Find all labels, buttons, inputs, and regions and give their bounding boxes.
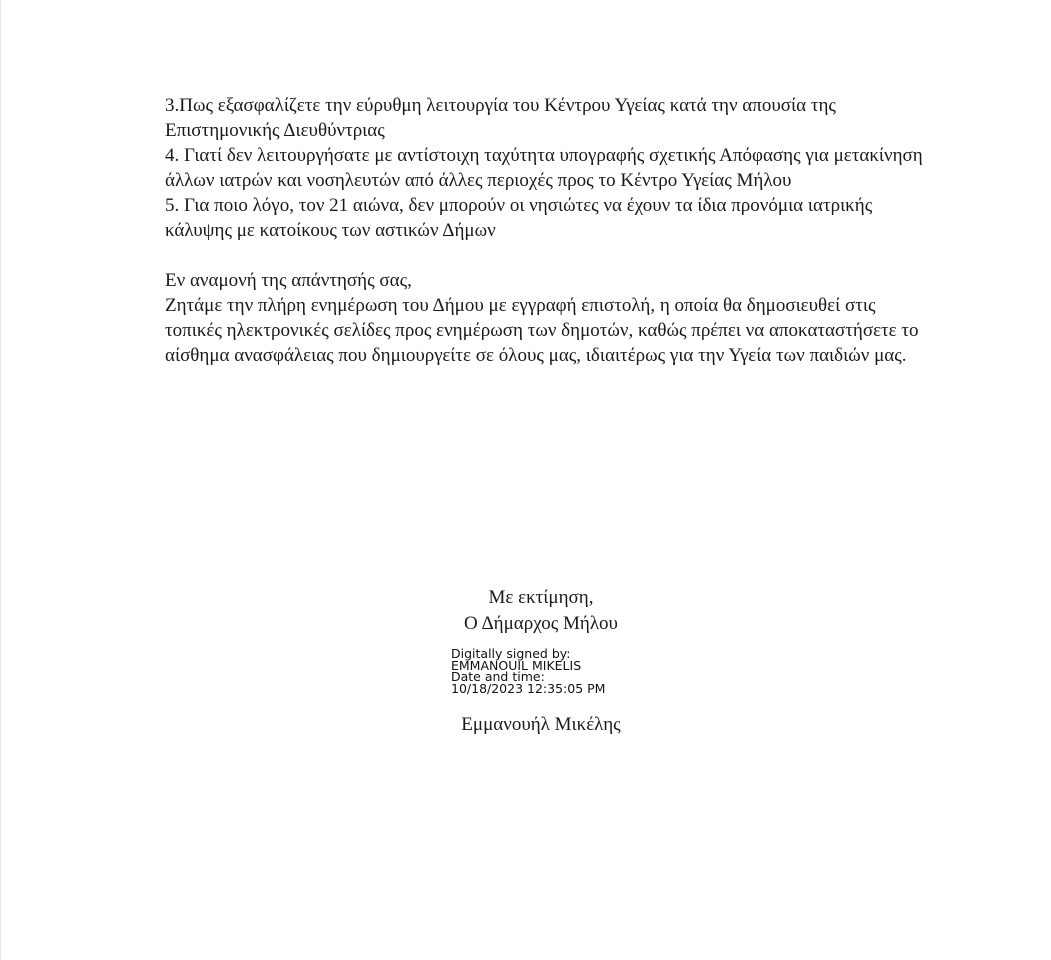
signature-timestamp: 10/18/2023 12:35:05 PM [451,680,606,696]
paragraph-spacer [165,243,925,268]
letter-body [165,93,925,368]
digital-signature-stamp [451,648,605,694]
mayor-title: Ο Δήμαρχος Μήλου [464,613,618,634]
request-paragraph: Ζητάμε την πλήρη ενημέρωση του Δήμου με εγγραφή επιστολή, η οποία θα δημοσιευθεί στις τοπικές ηλεκτρονικές σελίδες προς ενημέρωση των δημοτών, καθώς πρέπει να αποκαταστήσετε το αίσθημα ανασφάλειας που δημιουργείτε σε όλους μας, ιδιαιτέρως για την Υγεία των παιδιών μας. [165,295,919,366]
closing-block [391,585,691,637]
question-3: 3.Πως εξασφαλίζετε την εύρυθμη λειτουργία του Κέντρου Υγείας κατά την απουσία της Επιστημονικής Διευθύντριας [165,95,836,141]
question-5: 5. Για ποιο λόγο, τον 21 αιώνα, δεν μπορούν οι νησιώτες να έχουν τα ίδια προνόμια ιατρικής κάλυψης με κατοίκους των αστικών Δήμων [165,195,873,241]
signed-by-label: Digitally signed by: [451,646,571,661]
date-time-label: Date and time: [451,669,545,684]
regards-line: Με εκτίμηση, [488,587,594,608]
signer-name: Εμμανουήλ Μικέλης [461,714,621,735]
signer-latin-name: EMMANOUIL MIKELIS [451,657,582,673]
awaiting-reply-line: Εν αναμονή της απάντησής σας, [165,270,412,291]
question-4: 4. Γιατί δεν λειτουργήσατε με αντίστοιχη ταχύτητα υπογραφής σχετικής Απόφασης για μετακίνηση άλλων ιατρών και νοσηλευτών από άλλες περιοχές προς το Κέντρο Υγείας Μήλου [165,145,923,191]
